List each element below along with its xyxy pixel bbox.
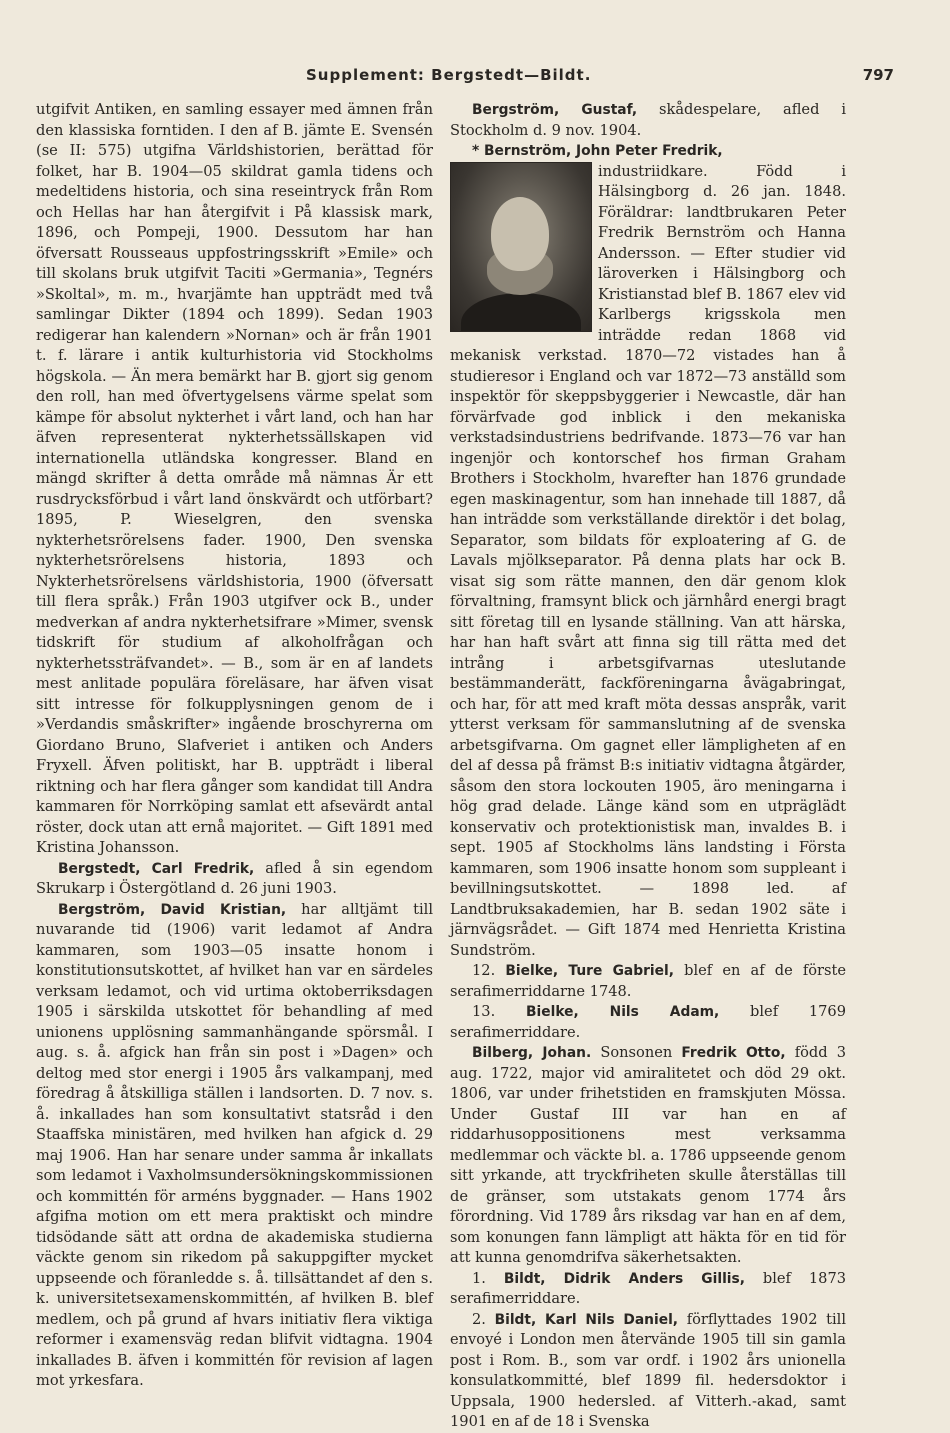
entry-text: blef en af de förste serafimerriddarne 1748. — [450, 962, 847, 1000]
entry-text: afled å sin egendom Skrukarp i Östergötland d. 26 juni 1903. — [36, 859, 433, 897]
entry-bergstrom-david — [36, 900, 433, 1392]
page-header — [36, 66, 894, 90]
entry-text: har alltjämt till nuvarande tid (1906) varit ledamot af Andra kammaren, som 1903—05 insatte honom i konstitutionsutskottet, af hvilket han var en särdeles verksam ledamot, och vid urtima oktoberriksdagen 1905 i särskilda utskottet för behandling af med unionens upplösning sammanhängande spörsmål. I aug. s. å. afgick han från sin post i »Dagen» och deltog med stor energi i 1905 års valkampanj, med föredrag å åtskilliga ställen i landsorten. D. 7 nov. s. å. inkallades han som konsultativt statsråd i den Staaffska ministären, med hvilken han afgick d. 29 maj 1906. Han har senare under samma år inkallats som ledamot i Vaxholmsundersökningskommissionen och kommittén för arméns byggnader. — Hans 1902 afgifna motion om ett mera praktiskt och mindre tidsödande sätt att ordna de akademiska studierna väckte genom sin rikedom på sakuppgifter mycket uppseende och föranledde s. å. tillsättandet af den s. k. universitetsexamenskommittén, af hvilken B. blef medlem, och på grund af hvars initiativ flera viktiga reformer i examensväg redan blifvit vidtagna. 1904 inkallades B. äfven i kommittén för revision af lagen mot yrkesfara. — [36, 900, 433, 1389]
entry-bilberg — [450, 1043, 846, 1269]
entry-text: Sonsonen — [591, 1044, 682, 1061]
entry-text: förflyttades 1902 till envoyé i London men återvände 1905 till sin gamla post i Rom. B., som var ordf. i 1902 års unionella konsulatkommitté, blef 1899 fil. hedersdoktor i Uppsala, 1900 hedersled. af Vitterh.-akad, samt 1901 en af de 18 i Svenska — [450, 1310, 847, 1430]
entry-number: 12. — [472, 962, 496, 979]
entry-text: industriidkare. Född i Hälsingborg d. 26 jan. 1848. Föräldrar: landtbrukaren Peter Fredrik Bernström och Hanna Andersson. — Efter studier vid läroverken i Hälsingborg och Kristianstad blef B. 1867 elev vid Karlbergs krigsskola men inträdde redan 1868 vid mekanisk verkstad. 1870—72 vistades han å studieresor i England och var 1872—73 anställd som inspektör för skeppsbyggerier i Newcastle, där han förvärfvade god inblick i den mekaniska verkstadsindustriens bedrifvande. 1873—76 var han ingenjör och kontorschef hos firman Graham Brothers i Stockholm, hvarefter han 1876 grundade egen maskinagentur, som han innehade till 1887, då han inträdde som verkställande direktör i det bolag, Separator, som bildats för exploatering af G. de Lavals mjölkseparator. På denna plats har ock B. visat sig som rätte mannen, den där genom klok förvaltning, framsynt blick och järnhård energi bragt sitt företag till en lysande ställning. Van att härska, har han haft svårt att finna sig till rätta med det intrång i arbetsgifvarnas uteslutande bestämmanderätt, fackföreningarna åvägabringat, och har, för att med kraft möta dessas anspråk, varit ytterst verksam för sammanslutning af de svenska arbetsgifvarna. Om gagnet eller lämpligheten af en del af dessa på främst B:s initiativ vidtagna åtgärder, såsom den stora lockouten 1905, äro meningarna i hög grad delade. Länge känd som en utpräglädt konservativ och protektionistisk man, invaldes B. i sept. 1905 af Stockholms läns landsting i Första kammaren, som 1906 insatte honom som suppleant i bevillningsutskottet. — 1898 led. af Landtbruksakademien, har B. sedan 1902 säte i järnvägsrådet. — Gift 1874 med Henrietta Kristina Sundström. — [450, 162, 846, 959]
paragraph-continued: utgifvit Antiken, en samling essayer med ämnen från den klassiska forntiden. I den af B. jämte E. Svensén (se II: 575) utgifna Världshistorien, berättad för folket, har B. 1904—05 skildrat gamla tidens och medeltidens historia, och sina reseintryck från Rom och Hellas har han återgifvit i På klassisk mark, 1896, och Pompeji, 1900. Dessutom har han öfversatt Rousseaus uppfostringsskrift »Emile» och till skolans bruk utgifvit Taciti »Germania», Tegnérs »Skoltal», m. m., hvarjämte han uppträdt med två samlingar Dikter (1894 och 1899). Sedan 1903 redigerar han kalendern »Nornan» och är från 1901 t. f. lärare i antik kulturhistoria vid Stockholms högskola. — Än mera bemärkt har B. gjort sig genom den roll, han med öfvertygelsens värme spelat som kämpe för absolut nykterhet i vårt land, och han har äfven representerat nykterhetssällskapen vid internationella utländska kongresser. Bland en mängd skrifter å detta område må nämnas Är ett rusdrycksförbud i vårt land önskvärdt och utförbart? 1895, P. Wieselgren, den svenska nykterhetsrörelsens fader. 1900, Den svenska nykterhetsrörelsens historia, 1893 och Nykterhetsrörelsens världshistoria, 1900 (öfversatt till flera språk.) Från 1903 utgifver ock B., under medverkan af andra nykterhetsifrare »Mimer, svensk tidskrift för studium af alkoholfrågan och nykterhetssträfvandet». — B., som är en af landets mest anlitade populära föreläsare, har äfven visat sitt intresse för folkupplysningen genom de i »Verdandis småskrifter» ingående broschyrerna om Giordano Bruno, Slafveriet i antiken och Anders Fryxell. Äfven politiskt, har B. uppträdt i liberal riktning och har flera gånger som kandidat till Andra kammaren för Norrköping samlat ett afsevärdt antal röster, dock utan att ernå majoritet. — Gift 1891 med Kristina Johansson. — [36, 101, 433, 856]
entry-bielke-nils — [450, 1002, 846, 1043]
entry-name: Bergström, David Kristian, — [58, 901, 287, 918]
entry-name: Bergstedt, Carl Fredrik, — [58, 860, 255, 877]
page-number: 797 — [862, 66, 894, 84]
entry-name: Bildt, Didrik Anders Gillis, — [503, 1270, 745, 1287]
entry-name: Bildt, Karl Nils Daniel, — [494, 1311, 679, 1328]
portrait-image — [450, 162, 592, 332]
entry-number: 2. — [472, 1310, 486, 1328]
entry-name: Bielke, Ture Gabriel, — [505, 963, 674, 979]
entry-name: Bielke, Nils Adam, — [525, 1004, 720, 1020]
entry-text: född 3 aug. 1722, major vid amiralitetet och död 29 okt. 1806, var under frihetstiden en framskjuten Mössa. Under Gustaf III var han en af riddarhusoppositionens mest verksamma medlemmar och väckte bl. a. 1786 uppseende genom sitt yrkande, att tryckfriheten skulle återställas till de gränser, som utstakats genom 1774 års förordning. Vid 1789 års riksdag var han en af dem, som konungen fann lämpligt att häkta för en tid för att kunna genomdrifva säkerhetsakten. — [450, 1044, 846, 1266]
entry-subname: Fredrik Otto, — [681, 1045, 786, 1061]
left-column — [36, 100, 433, 1392]
entry-bildt-didrik — [450, 1269, 846, 1310]
entry-text: blef 1873 serafimerriddare. — [450, 1269, 847, 1307]
entry-bielke-ture — [450, 961, 846, 1002]
right-column — [450, 100, 846, 1433]
entry-number: 1. — [472, 1269, 486, 1287]
entry-name: Bergström, Gustaf, — [472, 102, 638, 118]
entry-name: * Bernström, John Peter Fredrik, — [472, 143, 723, 159]
entry-text: blef 1769 serafimerriddare. — [450, 1003, 846, 1041]
entry-number: 13. — [472, 1003, 496, 1020]
entry-bildt-karl — [450, 1310, 846, 1433]
entry-text: skådespelare, afled i Stockholm d. 9 nov. 1904. — [450, 101, 846, 139]
entry-bergstedt — [36, 859, 433, 900]
entry-bergstrom-gustaf — [450, 100, 846, 141]
running-title: Supplement: Bergstedt—Bildt. — [306, 66, 592, 84]
entry-name: Bilberg, Johan. — [472, 1045, 592, 1061]
entry-bernstrom — [450, 141, 846, 162]
